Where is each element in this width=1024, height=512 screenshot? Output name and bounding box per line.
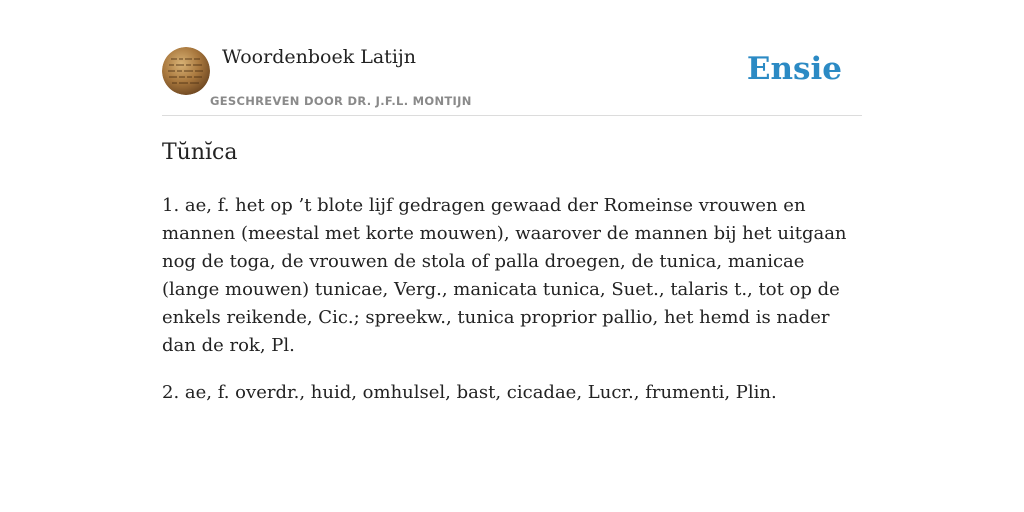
author-line: GESCHREVEN DOOR DR. J.F.L. MONTIJN [210,94,472,108]
site-header [162,45,862,116]
definition-2: 2. ae, f. overdr., huid, omhulsel, bast, cicadae, Lucr., frumenti, Plin. [162,382,777,403]
coin-inscription-icon [162,47,210,95]
dictionary-logo-icon[interactable] [162,47,210,95]
definition-1: 1. ae, f. het op ’t blote lijf gedragen gewaad der Romeinse vrouwen en mannen (meestal met korte mouwen), waarover de mannen bij het uitgaan nog de toga, de vrouwen de stola of palla droegen, de tunica, manicae (lange mouwen) tunicae, Verg., manicata tunica, Suet., talaris t., tot op de enkels reikende, Cic.; spreekw., tunica proprior pallio, het hemd is nader dan de rok, Pl. [162,195,847,356]
dictionary-title[interactable]: Woordenboek Latijn [222,46,417,68]
ensie-logo-link[interactable]: Ensie [746,51,842,87]
entry-headword: Tŭnĭca [162,140,238,165]
entry-definitions [162,192,862,426]
